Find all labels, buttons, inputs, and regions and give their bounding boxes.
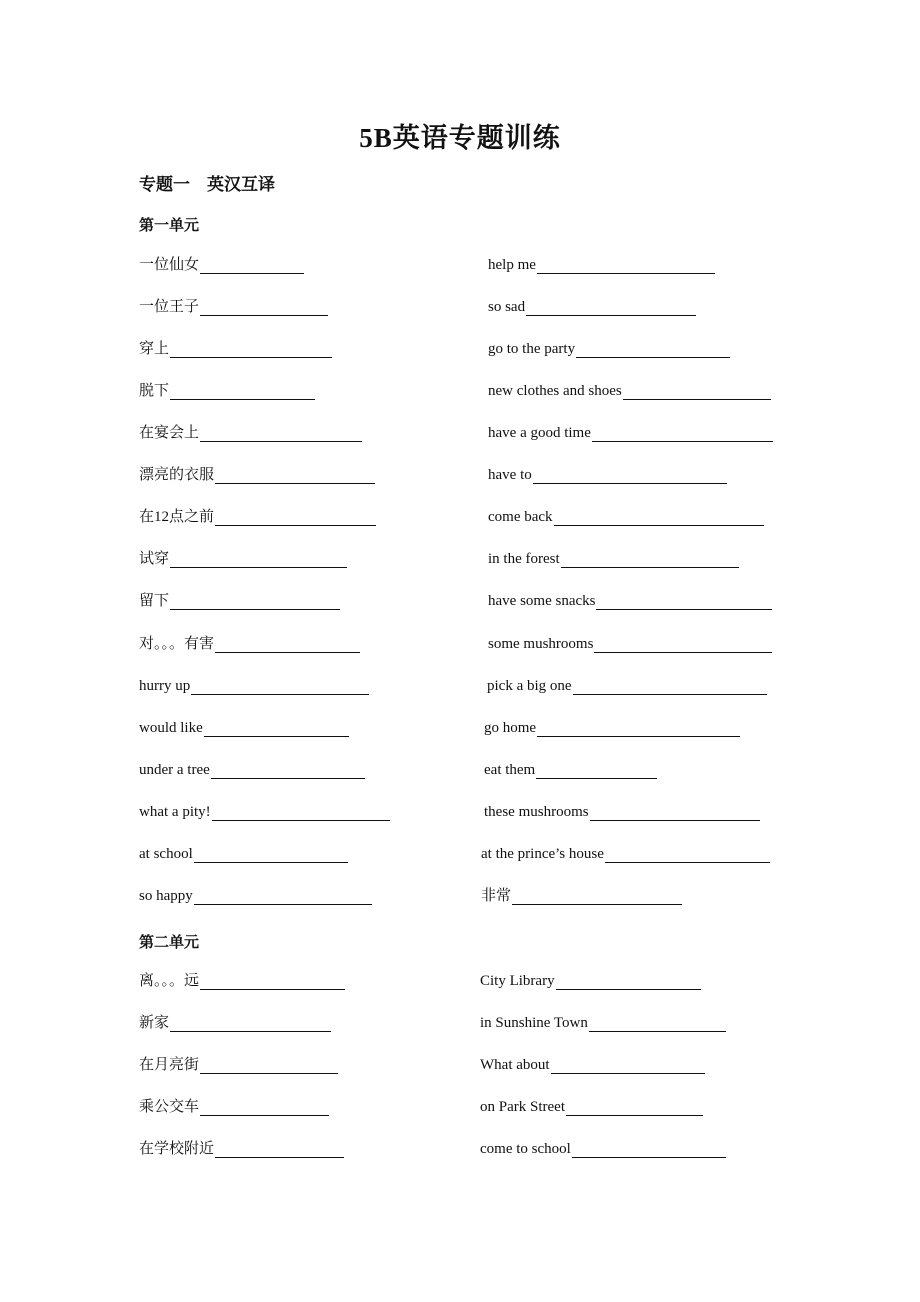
exercise-row	[0, 677, 920, 701]
exercise-prompt: go to the party	[488, 341, 576, 357]
exercise-row	[0, 592, 920, 616]
answer-blank[interactable]	[551, 1059, 705, 1074]
exercise-row	[0, 1098, 920, 1122]
exercise-item-right	[484, 719, 740, 737]
exercise-prompt: 一位仙女	[139, 257, 200, 273]
exercise-prompt: City Library	[480, 973, 555, 989]
answer-blank[interactable]	[170, 553, 347, 568]
exercise-item-right	[487, 677, 767, 695]
answer-blank[interactable]	[200, 1101, 329, 1116]
exercise-prompt: come to school	[480, 1141, 571, 1157]
exercise-prompt: in the forest	[488, 551, 560, 567]
exercise-item-right	[488, 550, 739, 568]
exercise-prompt: 脱下	[139, 383, 170, 399]
exercise-prompt: 在月亮街	[139, 1057, 200, 1073]
exercise-item-left	[139, 972, 345, 990]
answer-blank[interactable]	[537, 259, 715, 274]
exercise-prompt: What about	[480, 1057, 550, 1073]
exercise-prompt: 试穿	[139, 551, 170, 567]
exercise-item-right	[488, 466, 727, 484]
exercise-row	[0, 424, 920, 448]
answer-blank[interactable]	[200, 975, 345, 990]
exercise-item-right	[481, 845, 770, 863]
exercise-item-right	[480, 1140, 726, 1158]
exercise-item-right	[488, 635, 772, 653]
exercise-prompt: eat them	[484, 762, 536, 778]
answer-blank[interactable]	[589, 1017, 726, 1032]
answer-blank[interactable]	[194, 848, 348, 863]
exercise-prompt: 漂亮的衣服	[139, 467, 215, 483]
exercise-item-left	[139, 887, 372, 905]
exercise-item-left	[139, 382, 315, 400]
exercise-item-right	[481, 887, 682, 905]
exercise-item-right	[488, 256, 715, 274]
exercise-row	[0, 1140, 920, 1164]
exercise-item-left	[139, 1014, 331, 1032]
answer-blank[interactable]	[573, 680, 767, 695]
exercise-prompt: 新家	[139, 1015, 170, 1031]
answer-blank[interactable]	[605, 848, 770, 863]
exercise-item-left	[139, 1056, 338, 1074]
exercise-row	[0, 340, 920, 364]
exercise-prompt: what a pity!	[139, 804, 211, 820]
answer-blank[interactable]	[623, 385, 771, 400]
exercise-row	[0, 550, 920, 574]
exercise-prompt: 穿上	[139, 341, 170, 357]
exercise-prompt: at school	[139, 846, 193, 862]
exercise-row	[0, 1014, 920, 1038]
exercise-prompt: have to	[488, 467, 532, 483]
exercise-prompt: some mushrooms	[488, 636, 594, 652]
exercise-item-left	[139, 1140, 344, 1158]
exercise-item-right	[480, 972, 701, 990]
answer-blank[interactable]	[590, 806, 760, 821]
exercise-item-right	[480, 1098, 703, 1116]
answer-blank[interactable]	[191, 680, 369, 695]
exercise-item-left	[139, 635, 360, 653]
page-title: 5B英语专题训练	[359, 123, 561, 153]
exercise-item-right	[488, 592, 772, 610]
answer-blank[interactable]	[561, 553, 739, 568]
exercise-row	[0, 635, 920, 659]
exercise-item-left	[139, 845, 348, 863]
exercise-item-left	[139, 424, 362, 442]
exercise-item-right	[488, 508, 764, 526]
answer-blank[interactable]	[215, 469, 375, 484]
exercise-item-right	[480, 1014, 726, 1032]
topic-heading: 专题一 英汉互译	[139, 175, 275, 194]
exercise-prompt: hurry up	[139, 678, 191, 694]
answer-blank[interactable]	[592, 427, 773, 442]
exercise-item-left	[139, 592, 340, 610]
exercise-row	[0, 298, 920, 322]
answer-blank[interactable]	[200, 427, 362, 442]
answer-blank[interactable]	[594, 638, 772, 653]
exercise-item-right	[488, 382, 771, 400]
exercise-item-left	[139, 550, 347, 568]
answer-blank[interactable]	[200, 259, 304, 274]
answer-blank[interactable]	[200, 301, 328, 316]
exercise-prompt: at the prince’s house	[481, 846, 604, 862]
exercise-row	[0, 466, 920, 490]
answer-blank[interactable]	[556, 975, 701, 990]
exercise-item-right	[484, 761, 657, 779]
answer-blank[interactable]	[572, 1143, 726, 1158]
exercise-prompt: go home	[484, 720, 537, 736]
exercise-prompt: come back	[488, 509, 553, 525]
exercise-item-left	[139, 298, 328, 316]
answer-blank[interactable]	[566, 1101, 703, 1116]
exercise-prompt: 非常	[481, 888, 512, 904]
exercise-prompt: have a good time	[488, 425, 591, 441]
exercise-prompt: 留下	[139, 593, 170, 609]
exercise-prompt: help me	[488, 257, 536, 273]
exercise-item-right	[480, 1056, 705, 1074]
answer-blank[interactable]	[576, 343, 730, 358]
answer-blank[interactable]	[204, 722, 349, 737]
answer-blank[interactable]	[194, 890, 372, 905]
answer-blank[interactable]	[215, 1143, 344, 1158]
exercise-row	[0, 972, 920, 996]
exercise-prompt: so happy	[139, 888, 193, 904]
exercise-row	[0, 803, 920, 827]
answer-blank[interactable]	[200, 1059, 338, 1074]
answer-blank[interactable]	[533, 469, 727, 484]
exercise-prompt: pick a big one	[487, 678, 572, 694]
exercise-item-left	[139, 508, 376, 526]
answer-blank[interactable]	[512, 890, 682, 905]
exercise-item-right	[484, 803, 760, 821]
exercise-item-left	[139, 803, 390, 821]
exercise-item-left	[139, 719, 349, 737]
exercise-item-right	[488, 340, 730, 358]
answer-blank[interactable]	[170, 1017, 331, 1032]
answer-blank[interactable]	[536, 764, 657, 779]
exercise-prompt: 对。。。有害	[139, 636, 215, 652]
answer-blank[interactable]	[554, 511, 764, 526]
answer-blank[interactable]	[170, 385, 315, 400]
exercise-prompt: these mushrooms	[484, 804, 589, 820]
exercise-row	[0, 382, 920, 406]
exercise-item-left	[139, 1098, 329, 1116]
exercise-row	[0, 1056, 920, 1080]
answer-blank[interactable]	[526, 301, 696, 316]
exercise-prompt: on Park Street	[480, 1099, 565, 1115]
exercise-row	[0, 761, 920, 785]
exercise-prompt: 在学校附近	[139, 1141, 215, 1157]
exercise-prompt: so sad	[488, 299, 526, 315]
answer-blank[interactable]	[212, 806, 390, 821]
answer-blank[interactable]	[215, 511, 376, 526]
exercise-row	[0, 256, 920, 280]
exercise-prompt: 一位王子	[139, 299, 200, 315]
exercise-item-left	[139, 466, 375, 484]
exercise-prompt: 在宴会上	[139, 425, 200, 441]
exercise-prompt: 乘公交车	[139, 1099, 200, 1115]
exercise-prompt: 离。。。远	[139, 973, 200, 989]
exercise-item-right	[488, 424, 773, 442]
exercise-prompt: in Sunshine Town	[480, 1015, 588, 1031]
exercise-row	[0, 719, 920, 743]
answer-blank[interactable]	[537, 722, 740, 737]
exercise-item-right	[488, 298, 696, 316]
exercise-item-left	[139, 761, 365, 779]
exercise-row	[0, 887, 920, 911]
exercise-row	[0, 508, 920, 532]
answer-blank[interactable]	[170, 595, 340, 610]
exercise-prompt: would like	[139, 720, 203, 736]
exercise-prompt: have some snacks	[488, 593, 596, 609]
exercise-item-left	[139, 677, 369, 695]
answer-blank[interactable]	[596, 595, 772, 610]
exercise-prompt: 在12点之前	[139, 509, 215, 525]
unit-heading-1: 第一单元	[139, 218, 200, 234]
exercise-row	[0, 845, 920, 869]
answer-blank[interactable]	[215, 638, 360, 653]
exercise-item-left	[139, 340, 332, 358]
exercise-prompt: under a tree	[139, 762, 210, 778]
exercise-item-left	[139, 256, 304, 274]
answer-blank[interactable]	[170, 343, 332, 358]
answer-blank[interactable]	[211, 764, 365, 779]
exercise-prompt: new clothes and shoes	[488, 383, 622, 399]
unit-heading-2: 第二单元	[139, 935, 200, 951]
